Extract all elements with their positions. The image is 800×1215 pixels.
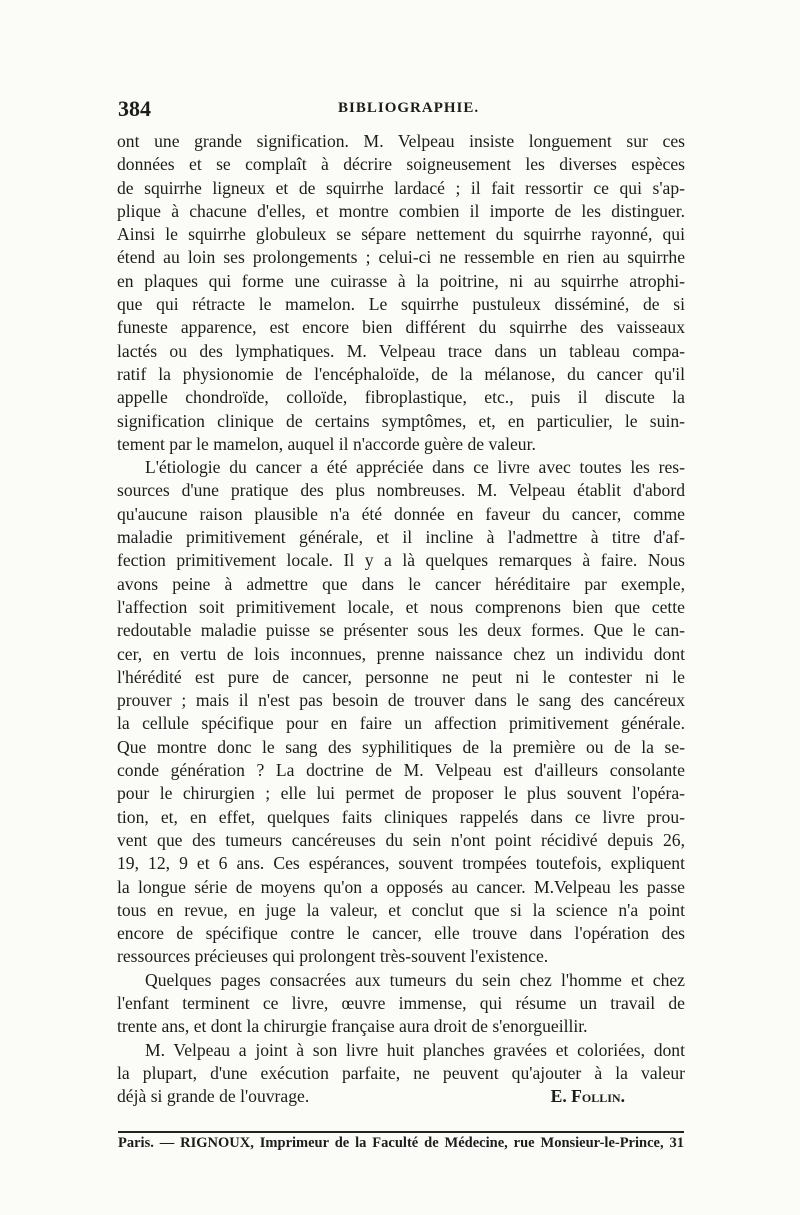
text-line: tion, et, en effet, quelques faits cliniques rappelés dans ce livre prou- bbox=[117, 806, 685, 827]
text-line: ont une grande signification. M. Velpeau insiste longuement sur ces bbox=[117, 131, 685, 151]
text-line: étend au loin ses prolongements ; celui-ci ne ressemble en rien au squirrhe bbox=[117, 247, 685, 268]
text-line: 19, 12, 9 et 6 ans. Ces espérances, souvent trompées toutefois, expliquent bbox=[117, 853, 685, 874]
text-line: appelle chondroïde, colloïde, fibroplastique, etc., puis il discute la bbox=[117, 387, 685, 408]
text-line: L'étiologie du cancer a été appréciée dans ce livre avec toutes les res- bbox=[145, 457, 685, 478]
text-line: redoutable maladie puisse se présenter sous les deux formes. Que le can- bbox=[117, 620, 685, 641]
text-line: la longue série de moyens qu'on a opposés au cancer. M.Velpeau les passe bbox=[117, 876, 685, 897]
text-line: maladie primitivement générale, et il incline à l'admettre à titre d'af- bbox=[117, 527, 685, 548]
closing-line bbox=[117, 1085, 685, 1108]
paragraph bbox=[117, 1039, 685, 1086]
body-text bbox=[117, 130, 685, 1108]
running-title: BIBLIOGRAPHIE. bbox=[338, 100, 480, 116]
text-line: tous en revue, en juge la valeur, et conclut que si la science n'a point bbox=[117, 899, 685, 920]
closing-text: déjà si grande de l'ouvrage. bbox=[117, 1086, 310, 1107]
text-line: tement par le mamelon, auquel il n'accorde guère de valeur. bbox=[117, 433, 536, 454]
text-line: funeste apparence, est encore bien différent du squirrhe des vaisseaux bbox=[117, 317, 685, 338]
text-line: la cellule spécifique pour en faire un affection primitivement générale. bbox=[117, 713, 685, 734]
paragraph bbox=[117, 969, 685, 1039]
text-line: prouver ; mais il n'est pas besoin de trouver dans le sang des cancéreux bbox=[117, 690, 685, 711]
text-line: Quelques pages consacrées aux tumeurs du sein chez l'homme et chez bbox=[145, 969, 685, 990]
page-header bbox=[118, 96, 688, 124]
text-line: l'affection soit primitivement locale, et nous comprenons bien que cette bbox=[117, 596, 685, 617]
text-line: M. Velpeau a joint à son livre huit planches gravées et coloriées, dont bbox=[145, 1039, 685, 1060]
text-line: vent que des tumeurs cancéreuses du sein n'ont point récidivé depuis 26, bbox=[117, 829, 685, 850]
text-line: encore de spécifique contre le cancer, elle trouve dans l'opération des bbox=[117, 923, 685, 944]
page-number: 384 bbox=[118, 96, 151, 121]
text-line: l'enfant terminent ce livre, œuvre immense, qui résume un travail de bbox=[117, 992, 685, 1013]
text-line: trente ans, et dont la chirurgie française aura droit de s'enorgueillir. bbox=[117, 1016, 588, 1037]
text-line: avons peine à admettre que dans le cancer héréditaire par exemple, bbox=[117, 573, 685, 594]
author-signature: E. Follin. bbox=[550, 1086, 625, 1107]
text-line: ressources précieuses qui prolongent très-souvent l'existence. bbox=[117, 946, 549, 967]
text-line: la plupart, d'une exécution parfaite, ne peuvent qu'ajouter à la valeur bbox=[117, 1062, 685, 1083]
text-line: l'hérédité est pure de cancer, personne ne peut ni le contester ni le bbox=[117, 666, 685, 687]
paragraph bbox=[117, 130, 685, 456]
text-line: données et se complaît à décrire soigneusement les diverses espèces bbox=[117, 154, 685, 175]
text-line: cer, en vertu de lois inconnues, prenne naissance chez un individu dont bbox=[117, 643, 685, 664]
text-line: Que montre donc le sang des syphilitiques de la première ou de la se- bbox=[117, 736, 685, 757]
text-line: sources d'une pratique des plus nombreuses. M. Velpeau établit d'abord bbox=[117, 480, 685, 501]
text-line: qu'aucune raison plausible n'a été donnée en faveur du cancer, comme bbox=[117, 503, 685, 524]
footer-rule bbox=[118, 1131, 684, 1133]
text-line: que qui rétracte le mamelon. Le squirrhe pustuleux disséminé, de si bbox=[117, 294, 685, 315]
text-line: de squirrhe ligneux et de squirrhe lardacé ; il fait ressortir ce qui s'ap- bbox=[117, 177, 685, 198]
text-line: Ainsi le squirrhe globuleux se sépare nettement du squirrhe rayonné, qui bbox=[117, 224, 685, 245]
text-line: signification clinique de certains symptômes, et, en particulier, le suin- bbox=[117, 410, 685, 431]
text-line: plique à chacune d'elles, et montre combien il importe de les distinguer. bbox=[117, 200, 685, 221]
text-line: lactés ou des lymphatiques. M. Velpeau trace dans un tableau compa- bbox=[117, 340, 685, 361]
text-line: fection primitivement locale. Il y a là quelques remarques à faire. Nous bbox=[117, 550, 685, 571]
paragraph bbox=[117, 456, 685, 969]
printer-imprint: Paris. — RIGNOUX, Imprimeur de la Faculté de Médecine, rue Monsieur-le-Prince, 31 bbox=[118, 1135, 684, 1151]
text-line: conde génération ? La doctrine de M. Velpeau est d'ailleurs consolante bbox=[117, 760, 685, 781]
text-line: pour le chirurgien ; elle lui permet de proposer le plus souvent l'opéra- bbox=[117, 783, 685, 804]
text-line: en plaques qui forme une cuirasse à la poitrine, ni au squirrhe atrophi- bbox=[117, 270, 685, 291]
text-line: ratif la physionomie de l'encéphaloïde, de la mélanose, du cancer qu'il bbox=[117, 363, 685, 384]
